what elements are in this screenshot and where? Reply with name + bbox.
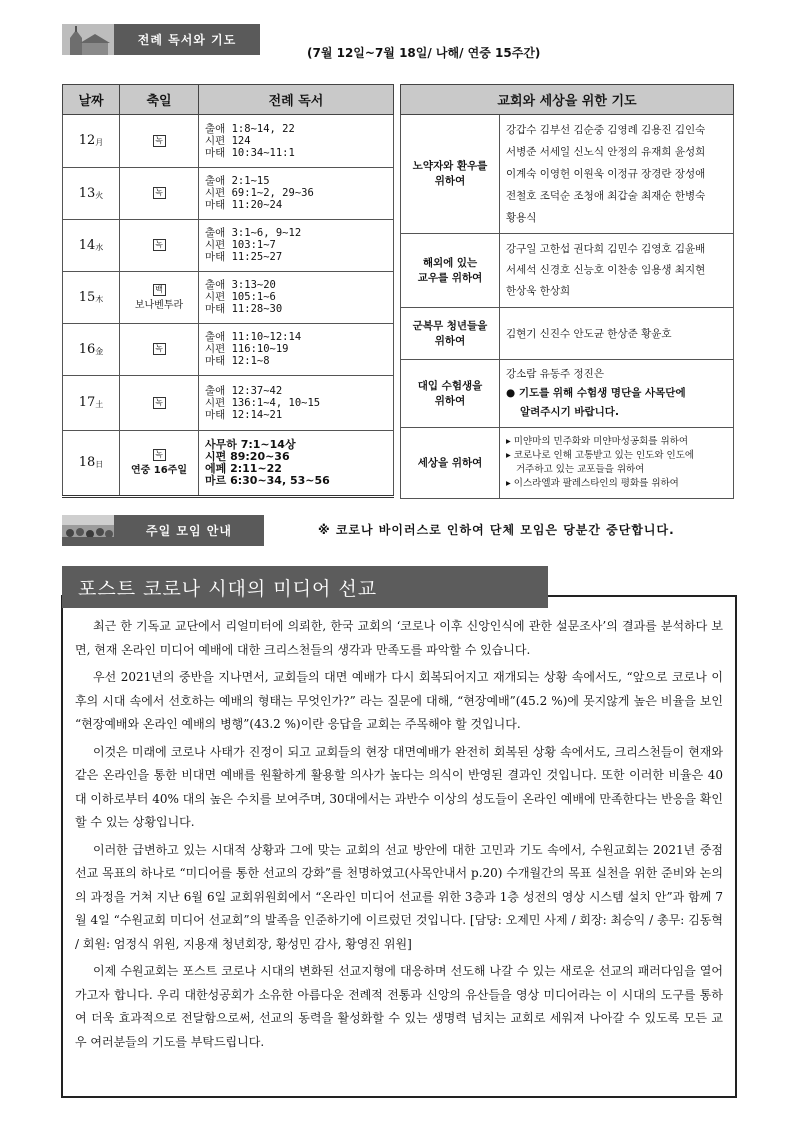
feast-cell <box>120 167 199 219</box>
liturgical-color-symbol: 녹 <box>153 449 166 461</box>
liturgical-color-symbol: 녹 <box>153 135 166 147</box>
lessons-cell: 출애 3:13~20 시편 105:1~6 마태 11:28~30 <box>199 271 394 323</box>
day-cell: $15_木$ <box>63 271 120 323</box>
feast-cell <box>120 375 199 430</box>
header-feast: 축일 <box>120 85 199 115</box>
article-paragraph: 이제 수원교회는 포스트 코로나 시대의 변화된 선교지형에 대응하며 선도해 나갈 수 있는 새로운 선교의 패러다임을 열어 가고자 합니다. 우리 대한성공회가 소유한 아름다운 전례적 전통과 신앙의 유산들을 영상 미디어라는 이 시대의 도구를 통하여 더욱 효과적으로 전달함으로써, 선교의 동력을 활성화할 수 있는 생명력 넘치는 교회로 세워져 나아갈 수 있도록 모든 교우 여러분들의 기도를 부탁드립니다. <box>75 964 723 1049</box>
lessons-cell: 출애 3:1~6, 9~12 시편 103:1~7 마태 11:25~27 <box>199 219 394 271</box>
prayer-names: 김현기 신진수 안도균 한상준 황윤호 <box>500 308 734 360</box>
article-paragraph: 최근 한 기독교 교단에서 리얼미터에 의뢰한, 한국 교회의 ‘코로나 이후 신앙인식에 관한 설문조사’의 결과를 분석하다 보면, 현재 온라인 미디어 예배에 대한 크리스천들의 생각과 만족도를 파악할 수 있습니다. <box>75 619 723 657</box>
feast-name: 연중 16주일 <box>130 465 188 477</box>
table-row <box>63 375 394 430</box>
list-item: ▸ 이스라엘과 팔레스타인의 평화를 위하여 <box>506 478 679 489</box>
table-row <box>401 360 734 428</box>
day-cell: $12_月$ <box>63 115 120 168</box>
prayer-category: 노약자와 환우를 위하여 <box>401 115 500 234</box>
lessons-cell: 출애 11:10~12:14 시편 116:10~19 마태 12:1~8 <box>199 323 394 375</box>
table-row <box>401 308 734 360</box>
table-row <box>401 234 734 308</box>
table-row <box>63 271 394 323</box>
prayer-category: 군복무 청년들을 위하여 <box>401 308 500 360</box>
liturgy-banner-label: 전례 독서와 기도 <box>137 33 237 47</box>
feast-cell <box>120 219 199 271</box>
feast-name: 보나벤투라 <box>134 299 184 311</box>
feast-cell <box>120 323 199 375</box>
prayer-bullets <box>500 428 734 499</box>
church-thumbnail <box>62 24 114 55</box>
applicant-note: ● 기도를 위해 수험생 명단을 사목단에 <box>506 387 686 399</box>
list-item: ▸ 코로나로 인해 고통받고 있는 인도와 인도에 <box>506 450 695 461</box>
lessons-cell: 출애 1:8~14, 22 시편 124 마태 10:34~11:1 <box>199 115 394 168</box>
sunday-meeting-banner <box>62 515 264 546</box>
feast-cell <box>120 271 199 323</box>
prayer-names: 강구일 고한섭 권다희 김민수 김영호 김윤배 서세석 신경호 신능호 이찬송 임용생 최지현 한상욱 한상희 <box>500 234 734 308</box>
feast-cell <box>120 430 199 496</box>
liturgical-color-symbol: 녹 <box>153 343 166 355</box>
day-cell: $13_火$ <box>63 167 120 219</box>
prayer-header: 교회와 세상을 위한 기도 <box>401 85 734 115</box>
applicant-note-2: 알려주시기 바랍니다. <box>520 406 619 418</box>
table-row <box>63 323 394 375</box>
sunday-meeting-banner-label: 주일 모임 안내 <box>146 524 232 538</box>
readings-table <box>62 84 394 498</box>
article-paragraph: 이것은 미래에 코로나 사태가 진정이 되고 교회들의 현장 대면예배가 완전히 회복된 상황 속에서도, 크리스천들이 현재와 같은 온라인을 통한 비대면 예배를 원활하게 활용할 의사가 높다는 의식이 반영된 결과인 것입니다. 또한 이러한 비율은 40대 이하로부터 40% 대의 높은 수치를 보여주며, 30대에서는 과반수 이상의 성도들이 온라인 예배에 만족한다는 반응을 확인할 수 있는 상황입니다. <box>75 744 723 829</box>
lessons-cell: 사무하 7:1~14상 시편 89:20~36 에페 2:11~22 마르 6:30~34, 53~56 <box>199 430 394 496</box>
article-title: 포스트 코로나 시대의 미디어 선교 <box>62 566 548 608</box>
table-row <box>63 219 394 271</box>
liturgy-banner <box>62 24 260 55</box>
table-row <box>401 115 734 234</box>
prayer-category: 대입 수험생을 위하여 <box>401 360 500 428</box>
congregation-thumbnail <box>62 515 114 546</box>
list-item: ▸ 미얀마의 민주화와 미얀마성공회를 위하여 <box>506 436 689 447</box>
liturgical-color-symbol: 녹 <box>153 397 166 409</box>
day-cell: $14_水$ <box>63 219 120 271</box>
table-row <box>63 430 394 496</box>
lessons-cell: 출애 12:37~42 시편 136:1~4, 10~15 마태 12:14~21 <box>199 375 394 430</box>
list-item: 거주하고 있는 교포들을 위하여 <box>516 464 645 475</box>
meeting-notice: ※ 코로나 바이러스로 인하여 단체 모임은 당분간 중단합니다. <box>318 523 675 537</box>
prayer-category: 세상을 위하여 <box>401 428 500 499</box>
prayer-category: 해외에 있는 교우를 위하여 <box>401 234 500 308</box>
article-paragraph: 우선 2021년의 중반을 지나면서, 교회들의 대면 예배가 다시 회복되어지고 재개되는 상황 속에서도, “앞으로 코로나 이후의 시대 속에서 선호하는 예배의 형태는 무엇인가?” 라는 질문에 대해, “현장예배”(45.2 %)에 못지않게 높은 비율을 보인 “현장예배와 온라인 예배의 병행”(43.2 %)이란 응답을 교회는 주목해야 할 것입니다. <box>75 670 723 731</box>
day-cell: $16_金$ <box>63 323 120 375</box>
table-row <box>63 115 394 168</box>
week-date-range: (7월 12일~7월 18일/ 나해/ 연중 15주간) <box>307 46 541 60</box>
header-date: 날짜 <box>63 85 120 115</box>
table-row <box>63 167 394 219</box>
liturgical-color-symbol: 녹 <box>153 239 166 251</box>
liturgical-color-symbol: 녹 <box>153 187 166 199</box>
header-readings: 전례 독서 <box>199 85 394 115</box>
prayer-table <box>400 84 734 499</box>
article-paragraph: 이러한 급변하고 있는 시대적 상황과 그에 맞는 교회의 선교 방안에 대한 고민과 기도 속에서, 수원교회는 2021년 중점 선교 목표의 하나로 “미디어를 통한 선교의 강화”를 천명하였고(사목안내서 p.20) 수개월간의 목표 실천을 위한 준비와 논의의 과정을 거쳐 지난 6월 6일 교회위원회에서 “온라인 미디어 선교를 위한 3층과 1층 성전의 영상 시스템 설치 안”과 함께 7월 4일 “수원교회 미디어 선교회”의 발족을 인준하기에 이르렀던 것입니다. [담당: 오제민 사제 / 회장: 최승익 / 총무: 김동혁 / 회원: 엄정식 위원, 지용재 청년회장, 황성민 감사, 황영진 위원] <box>75 842 723 951</box>
lessons-cell: 출애 2:1~15 시편 69:1~2, 29~36 마태 11:20~24 <box>199 167 394 219</box>
day-cell: $17_土$ <box>63 375 120 430</box>
feast-cell <box>120 115 199 168</box>
day-cell: $18_日$ <box>63 430 120 496</box>
prayer-names: 강갑수 김부선 김순중 김영례 김용진 김인숙 서병준 서세일 신노식 안정의 유재희 윤성희 이계숙 이영헌 이원욱 이정규 장경란 장성애 전철호 조덕순 조청애 최갑술 최재순 한병숙 황용식 <box>500 115 734 234</box>
liturgical-color-symbol: 백 <box>153 284 166 296</box>
prayer-names: 강소람 유동주 정진은 ● 기도를 위해 수험생 명단을 사목단에 알려주시기 바랍니다. <box>500 360 734 428</box>
table-row <box>401 428 734 499</box>
article-body <box>61 595 737 1098</box>
